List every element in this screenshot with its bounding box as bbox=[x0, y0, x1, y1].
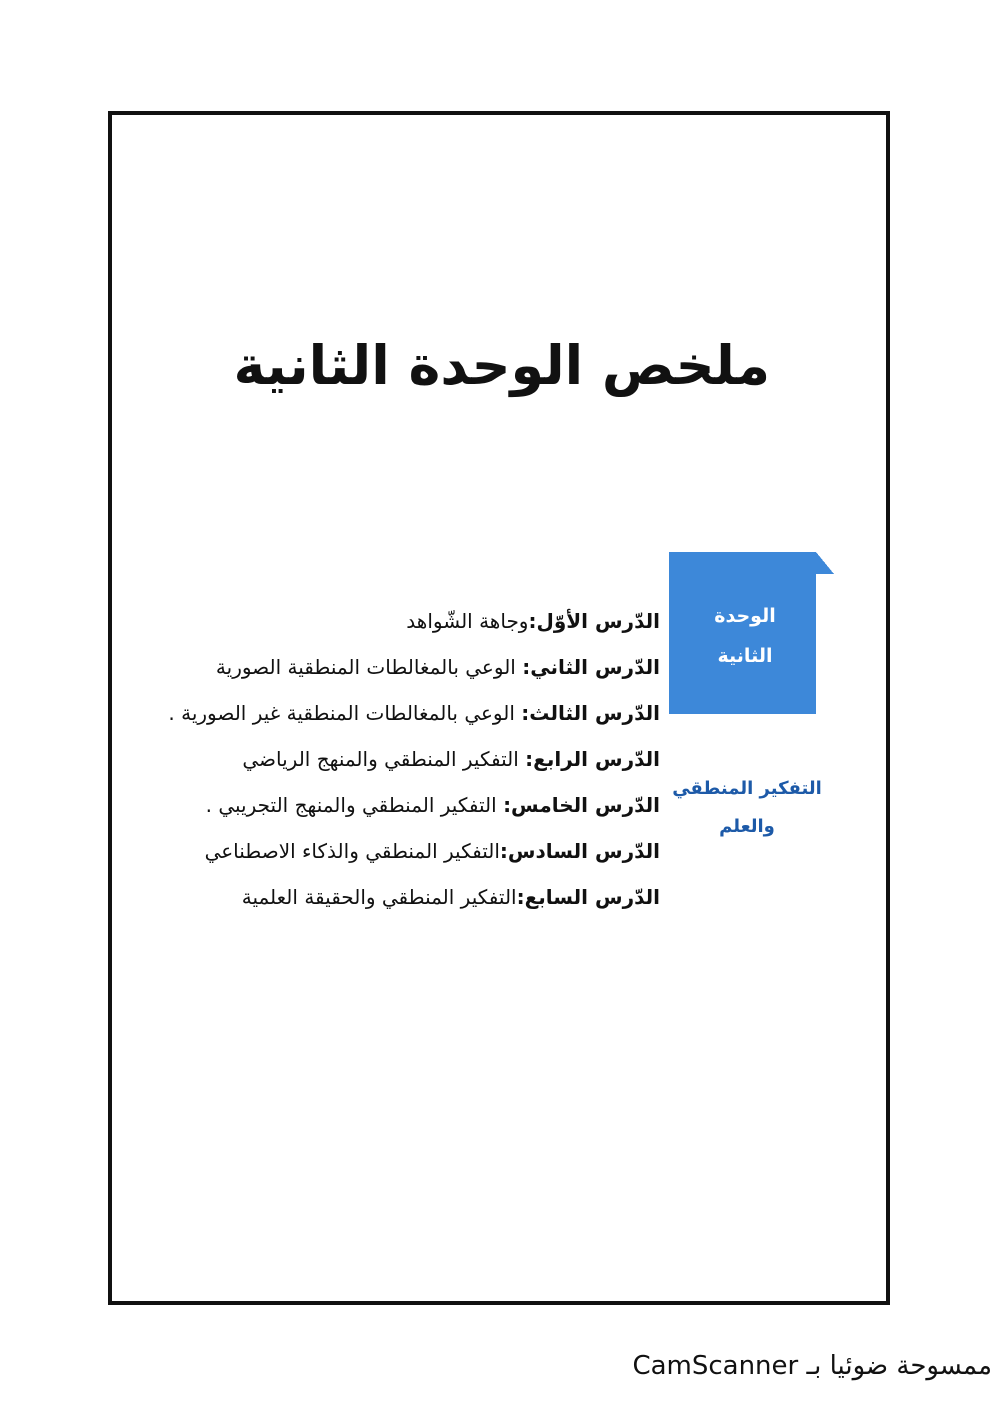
lesson-label: الدّرس السابع: bbox=[516, 885, 660, 909]
unit-subtitle-line2: والعلم bbox=[719, 816, 775, 837]
page-title: ملخص الوحدة الثانية bbox=[233, 334, 770, 397]
unit-badge-corner bbox=[816, 552, 834, 574]
unit-label-line1: الوحدة bbox=[714, 605, 776, 627]
lesson-title: الوعي بالمغالطات المنطقية غير الصورية . bbox=[168, 701, 522, 725]
lesson-label: الدّرس الرابع: bbox=[525, 747, 660, 771]
lesson-title: التفكير المنطقي والمنهج التجريبي . bbox=[205, 793, 504, 817]
lesson-title: الوعي بالمغالطات المنطقية الصورية bbox=[215, 655, 523, 679]
unit-subtitle bbox=[672, 770, 822, 846]
lesson-item-1 bbox=[140, 598, 660, 644]
lesson-label: الدّرس الخامس: bbox=[503, 793, 660, 817]
unit-label bbox=[669, 596, 821, 676]
lesson-item-5 bbox=[140, 782, 660, 828]
unit-subtitle-line1: التفكير المنطقي bbox=[672, 778, 822, 799]
unit-label-line2: الثانية bbox=[717, 645, 773, 667]
lesson-label: الدّرس الأوّل: bbox=[528, 609, 660, 633]
lesson-label: الدّرس الثاني: bbox=[522, 655, 660, 679]
lesson-title: التفكير المنطقي والذكاء الاصطناعي bbox=[204, 839, 500, 863]
lesson-item-7 bbox=[140, 874, 660, 920]
lesson-title: التفكير المنطقي والمنهج الرياضي bbox=[242, 747, 526, 771]
lesson-item-3 bbox=[140, 690, 660, 736]
lesson-title: وجاهة الشّواهد bbox=[406, 609, 529, 633]
lesson-item-4 bbox=[140, 736, 660, 782]
lesson-label: الدّرس السادس: bbox=[499, 839, 660, 863]
lesson-title: التفكير المنطقي والحقيقة العلمية bbox=[241, 885, 517, 909]
lesson-item-2 bbox=[140, 644, 660, 690]
scanner-watermark: ممسوحة ضوئيا بـ CamScanner bbox=[632, 1351, 992, 1381]
lesson-label: الدّرس الثالث: bbox=[521, 701, 660, 725]
lesson-item-6 bbox=[140, 828, 660, 874]
lesson-list bbox=[140, 598, 660, 920]
